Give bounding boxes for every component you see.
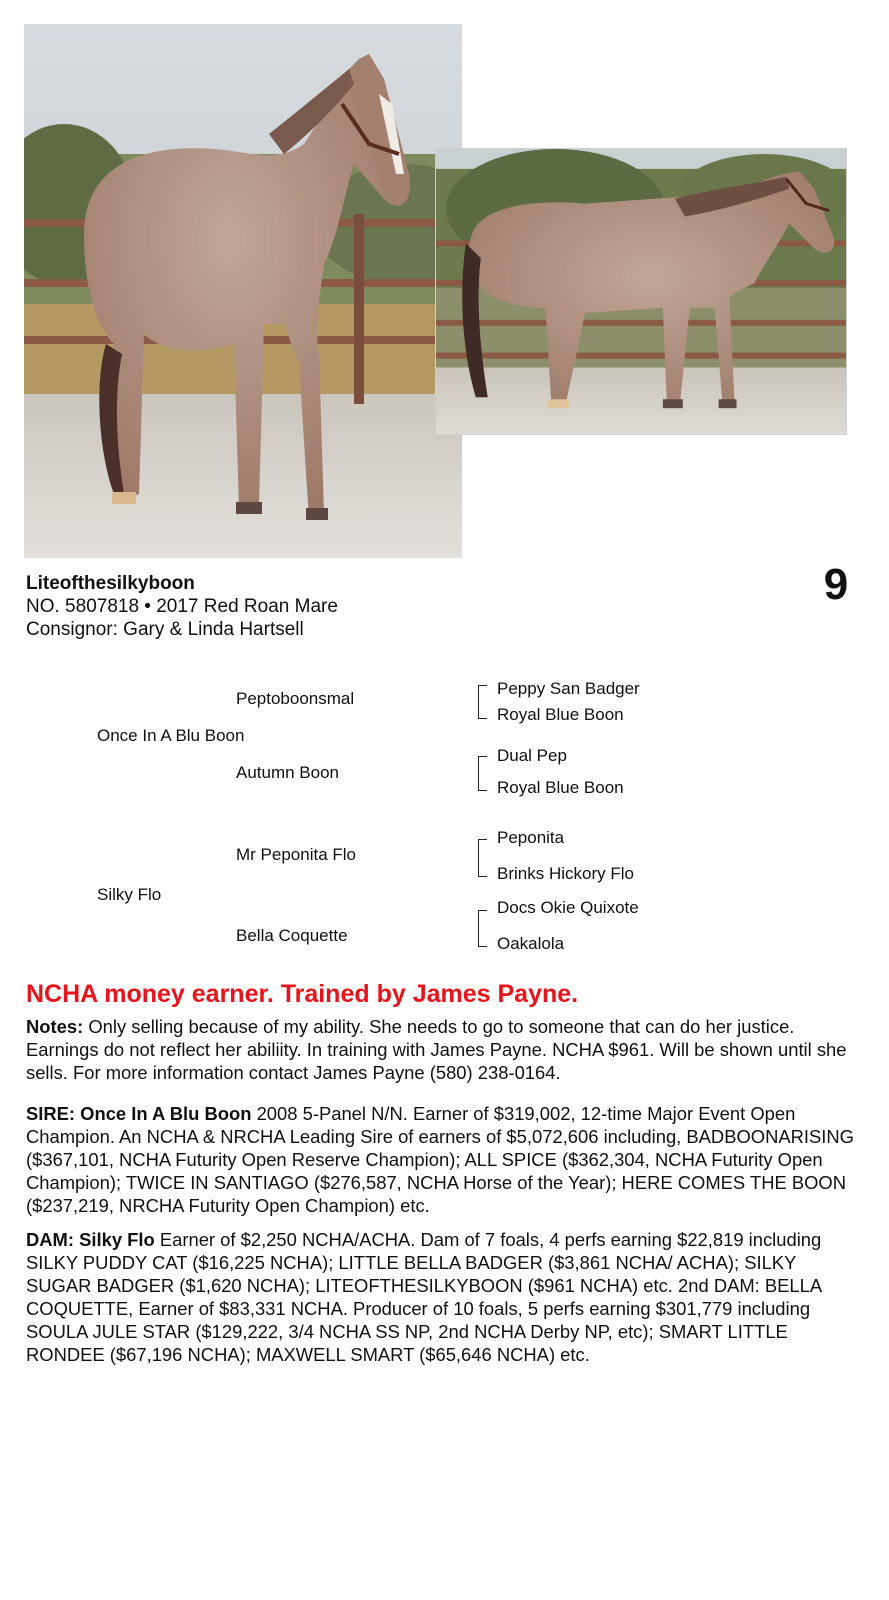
pedigree-bracket bbox=[478, 839, 487, 877]
pedigree-bracket bbox=[478, 756, 487, 791]
consignor-line: Consignor: Gary & Linda Hartsell bbox=[26, 619, 304, 640]
pedigree-dam-sire-sire: Peponita bbox=[497, 828, 565, 847]
pedigree-sire-sire-dam: Royal Blue Boon bbox=[497, 705, 624, 724]
pedigree-sire-sire: Peptoboonsmal bbox=[236, 689, 355, 708]
sire-label: SIRE: Once In A Blu Boon bbox=[26, 1103, 252, 1124]
pedigree-dam: Silky Flo bbox=[97, 885, 162, 904]
pedigree-sire: Once In A Blu Boon bbox=[97, 726, 245, 745]
notes-text: Only selling because of my ability. She needs to go to someone that can do her justice. Earnings do not reflect her abiliity. In training with James Payne. NCHA $961. Will be shown until she sells. For more information contact James Payne (580) 238-0164. bbox=[26, 1016, 847, 1083]
pedigree-bracket bbox=[478, 685, 487, 719]
sire-paragraph bbox=[26, 1102, 866, 1217]
notes-label: Notes: bbox=[26, 1016, 84, 1037]
pedigree-sire-dam-sire: Dual Pep bbox=[497, 746, 567, 765]
headline: NCHA money earner. Trained by James Payne. bbox=[26, 980, 579, 1008]
pedigree-dam-sire: Mr Peponita Flo bbox=[236, 845, 356, 864]
dam-label: DAM: Silky Flo bbox=[26, 1229, 155, 1250]
pedigree-dam-dam: Bella Coquette bbox=[236, 926, 348, 945]
pedigree-sire-sire-sire: Peppy San Badger bbox=[497, 679, 640, 698]
dam-text: Earner of $2,250 NCHA/ACHA. Dam of 7 foals, 4 perfs earning $22,819 including SILKY PUDDY CAT ($16,225 NCHA); LITTLE BELLA BADGER ($3,861 NCHA/ ACHA); SILKY SUGAR BADGER ($1,620 NCHA); LITEOFTHESILKYBOON ($961 NCHA) etc. 2nd DAM: BELLA COQUETTE, Earner of $83,331 NCHA. Producer of 10 foals, 5 perfs earning $301,779 including SOULA JULE STAR ($129,222, 3/4 NCHA SS NP, 2nd NCHA Derby NP, etc); SMART LITTLE RONDEE ($67,196 NCHA); MAXWELL SMART ($65,646 NCHA) etc. bbox=[26, 1229, 822, 1365]
registration-line: NO. 5807818 • 2017 Red Roan Mare bbox=[26, 596, 338, 617]
horse-photo-main bbox=[24, 24, 462, 558]
notes-paragraph bbox=[26, 1015, 866, 1084]
pedigree-bracket bbox=[478, 910, 487, 947]
lot-number: 9 bbox=[823, 560, 849, 609]
dam-paragraph bbox=[26, 1228, 866, 1366]
horse-name: Liteofthesilkyboon bbox=[26, 573, 195, 594]
pedigree-dam-dam-dam: Oakalola bbox=[497, 934, 565, 953]
pedigree-dam-sire-dam: Brinks Hickory Flo bbox=[497, 864, 634, 883]
pedigree-dam-dam-sire: Docs Okie Quixote bbox=[497, 898, 639, 917]
pedigree-sire-dam: Autumn Boon bbox=[236, 763, 340, 782]
pedigree-sire-dam-dam: Royal Blue Boon bbox=[497, 778, 624, 797]
horse-photo-profile bbox=[435, 148, 847, 435]
sire-text: 2008 5-Panel N/N. Earner of $319,002, 12-time Major Event Open Champion. An NCHA & NRCHA Leading Sire of earners of $5,072,606 including, BADBOONARISING ($367,101, NCHA Futurity Open Reserve Champion); ALL SPICE ($362,304, NCHA Futurity Open Champion); TWICE IN SANTIAGO ($276,587, NCHA Horse of the Year); HERE COMES THE BOON ($237,219, NRCHA Futurity Open Champion) etc. bbox=[26, 1103, 854, 1216]
